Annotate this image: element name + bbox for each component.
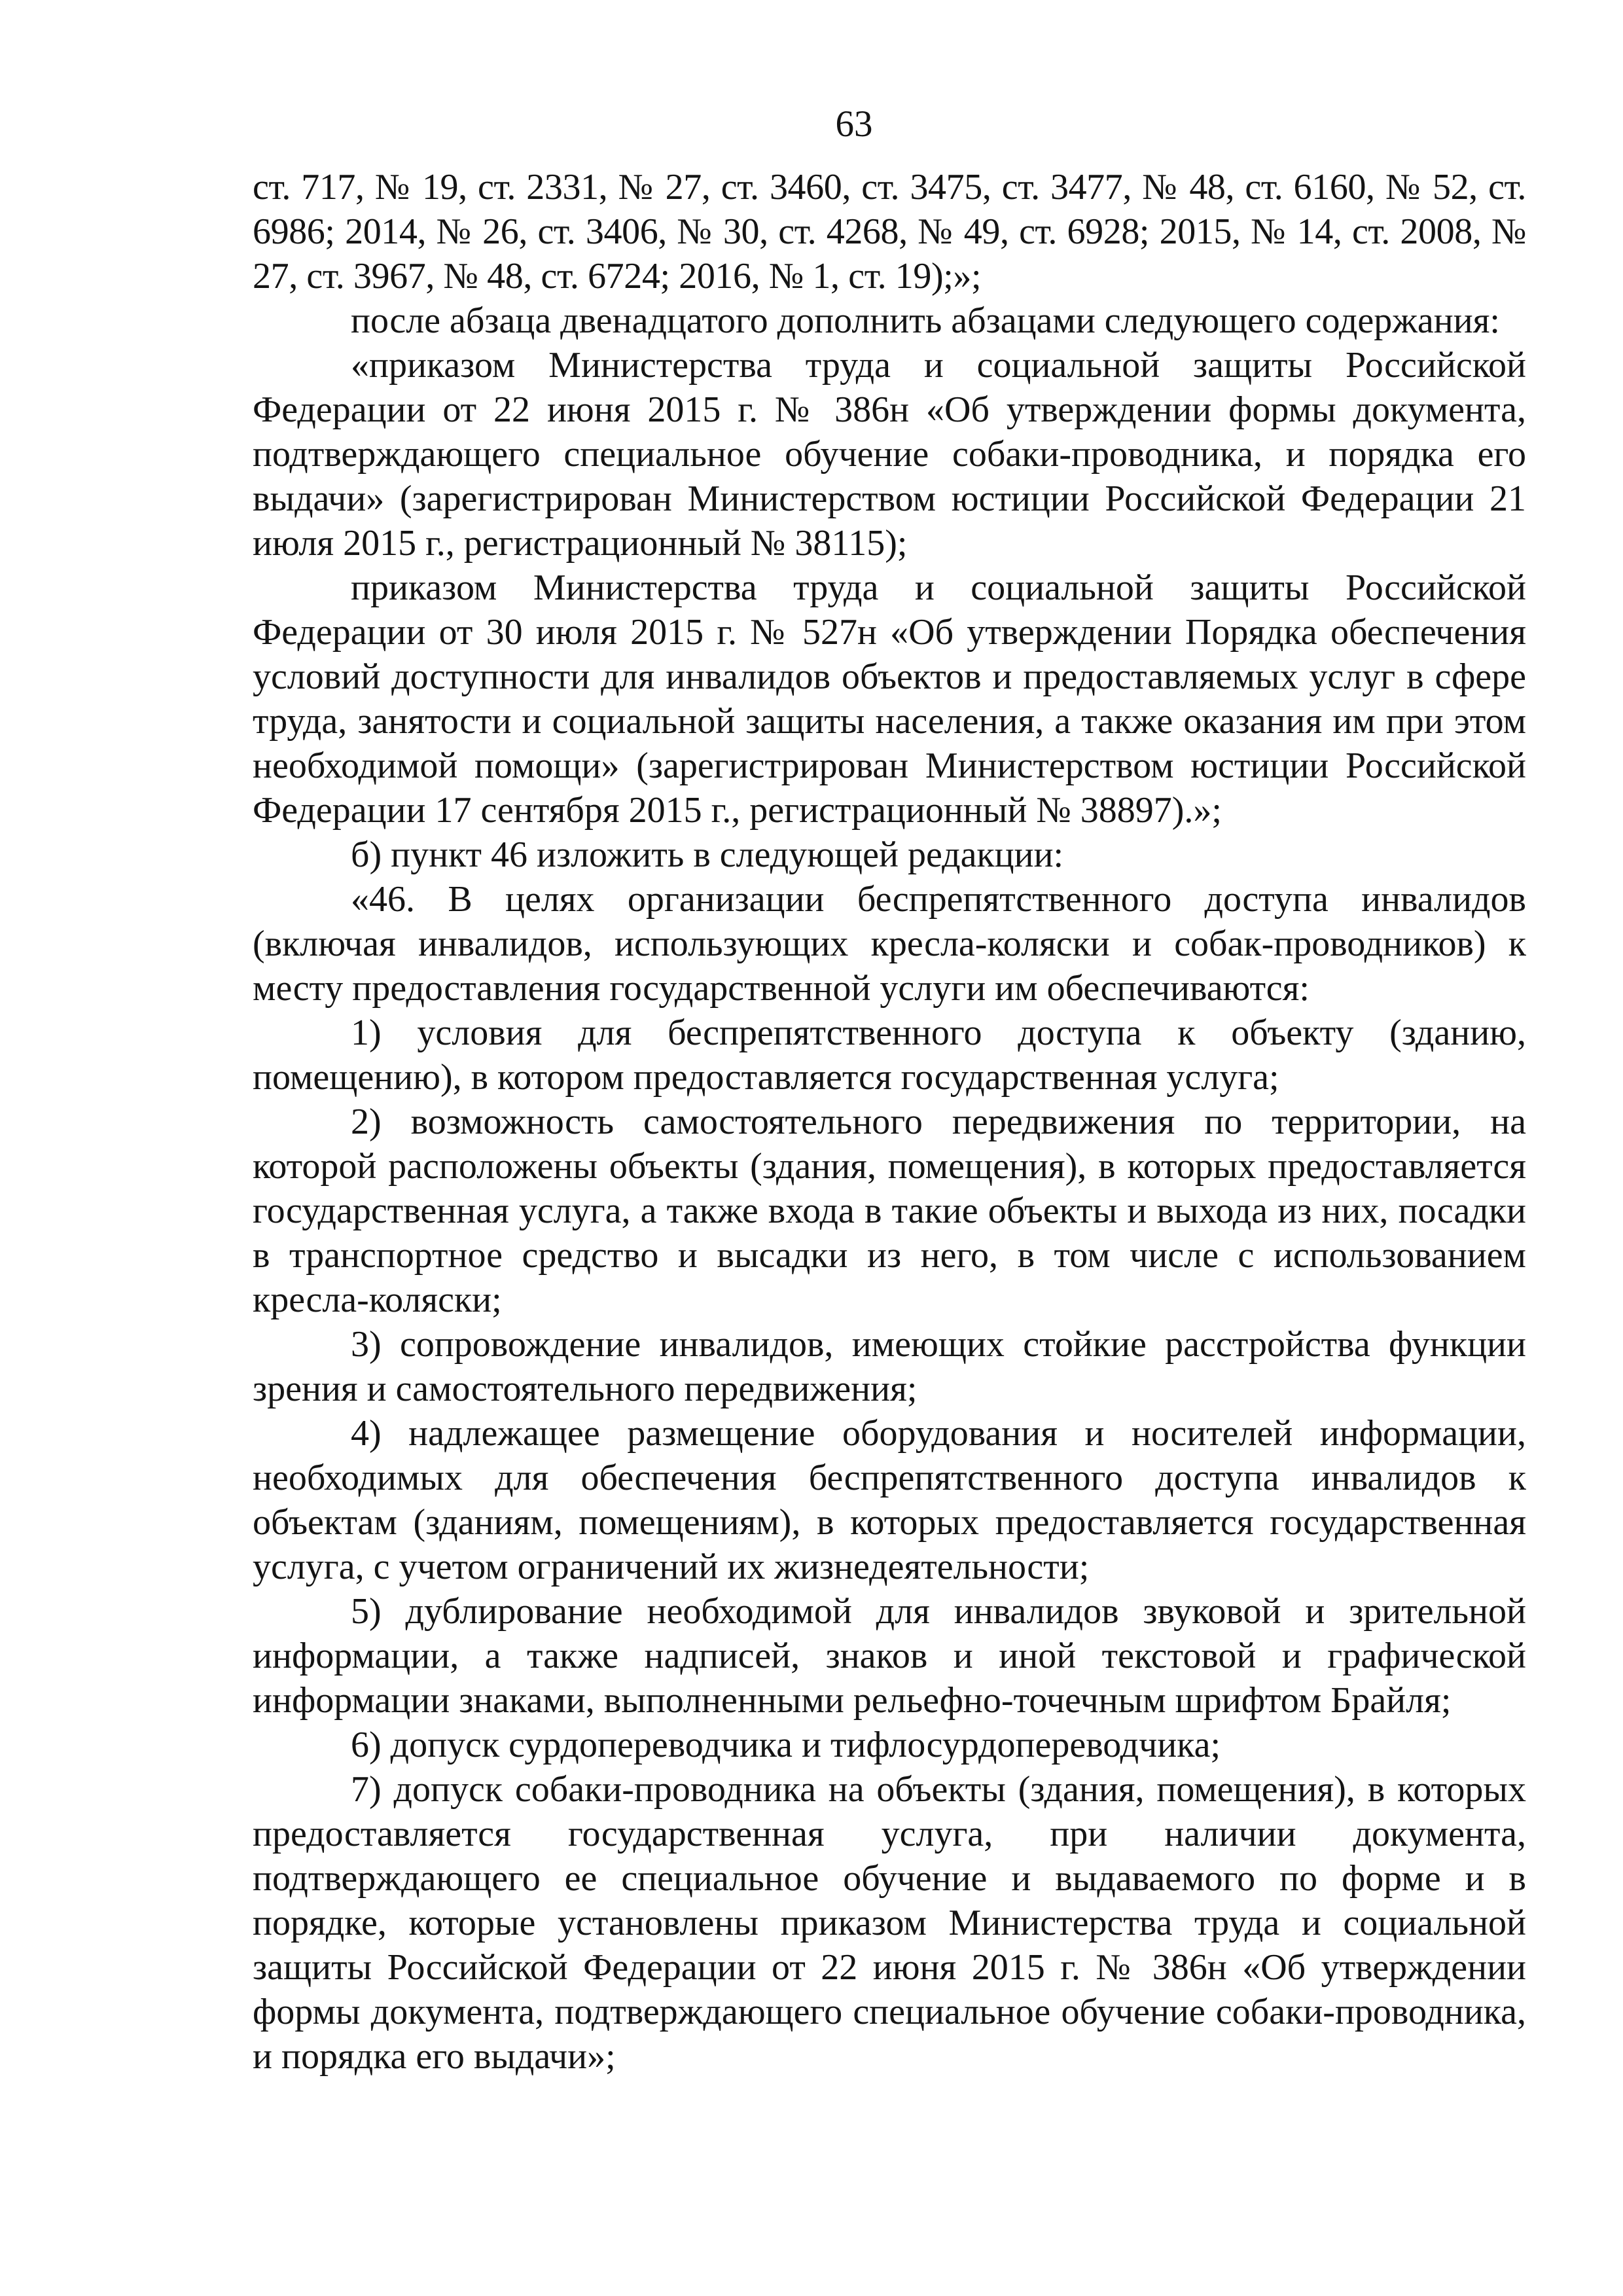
document-text [253,165,1526,2079]
list-item-7: 7) допуск собаки-проводника на объекты (здания, помещения), в которых предоставляется государственная услуга, при наличии документа, подтверждающего ее специальное обучение и выдаваемого по форме и в порядке, которые установлены приказом Министерства труда и социальной защиты Российской Федерации от 22 июня 2015 г. № 386н «Об утверждении формы документа, подтверждающего специальное обучение собаки-проводника, и порядка его выдачи»; [253,1769,1526,2077]
paragraph-citation-continuation: ст. 717, № 19, ст. 2331, № 27, ст. 3460, ст. 3475, ст. 3477, № 48, ст. 6160, № 52, ст. 6986; 2014, № 26, ст. 3406, № 30, ст. 4268, № 49, ст. 6928; 2015, № 14, ст. 2008, № 27, ст. 3967, № 48, ст. 6724; 2016, № 1, ст. 19);»; [253,167,1526,296]
paragraph-order-527n: приказом Министерства труда и социальной защиты Российской Федерации от 30 июля 2015 г. № 527н «Об утверждении Порядка обеспечения условий доступности для инвалидов объектов и предоставляемых услуг в сфере труда, занятости и социальной защиты населения, а также оказания им при этом необходимой помощи» (зарегистрирован Министерством юстиции Российской Федерации 17 сентября 2015 г., регистрационный № 38897).»; [253,567,1526,831]
list-item-6: 6) допуск сурдопереводчика и тифлосурдопереводчика; [351,1725,1221,1765]
list-item-1: 1) условия для беспрепятственного доступа к объекту (зданию, помещению), в котором предоставляется государственная услуга; [253,1013,1526,1098]
list-item-4: 4) надлежащее размещение оборудования и носителей информации, необходимых для обеспечения беспрепятственного доступа инвалидов к объектам (зданиям, помещениям), в которых предоставляется государственная услуга, с учетом ограничений их жизнедеятельности; [253,1413,1526,1587]
paragraph-point-46: «46. В целях организации беспрепятственного доступа инвалидов (включая инвалидов, использующих кресла-коляски и собак-проводников) к месту предоставления государственной услуги им обеспечиваются: [253,879,1526,1009]
list-item-5: 5) дублирование необходимой для инвалидов звуковой и зрительной информации, а также надписей, знаков и иной текстовой и графической информации знаками, выполненными рельефно-точечным шрифтом Брайля; [253,1591,1526,1721]
list-item-3: 3) сопровождение инвалидов, имеющих стойкие расстройства функции зрения и самостоятельного передвижения; [253,1324,1526,1409]
list-item-2: 2) возможность самостоятельного передвижения по территории, на которой расположены объекты (здания, помещения), в которых предоставляется государственная услуга, а также входа в такие объекты и выхода из них, посадки в транспортное средство и высадки из него, в том числе с использованием кресла-коляски; [253,1102,1526,1320]
paragraph-add-after-twelfth: после абзаца двенадцатого дополнить абзацами следующего содержания: [351,300,1500,341]
paragraph-item-b: б) пункт 46 изложить в следующей редакции: [351,834,1064,875]
paragraph-order-386n: «приказом Министерства труда и социальной защиты Российской Федерации от 22 июня 2015 г. № 386н «Об утверждении формы документа, подтверждающего специальное обучение собаки-проводника, и порядка его выдачи» (зарегистрирован Министерством юстиции Российской Федерации 21 июля 2015 г., регистрационный № 38115); [253,345,1526,564]
page-number: 63 [835,103,873,145]
